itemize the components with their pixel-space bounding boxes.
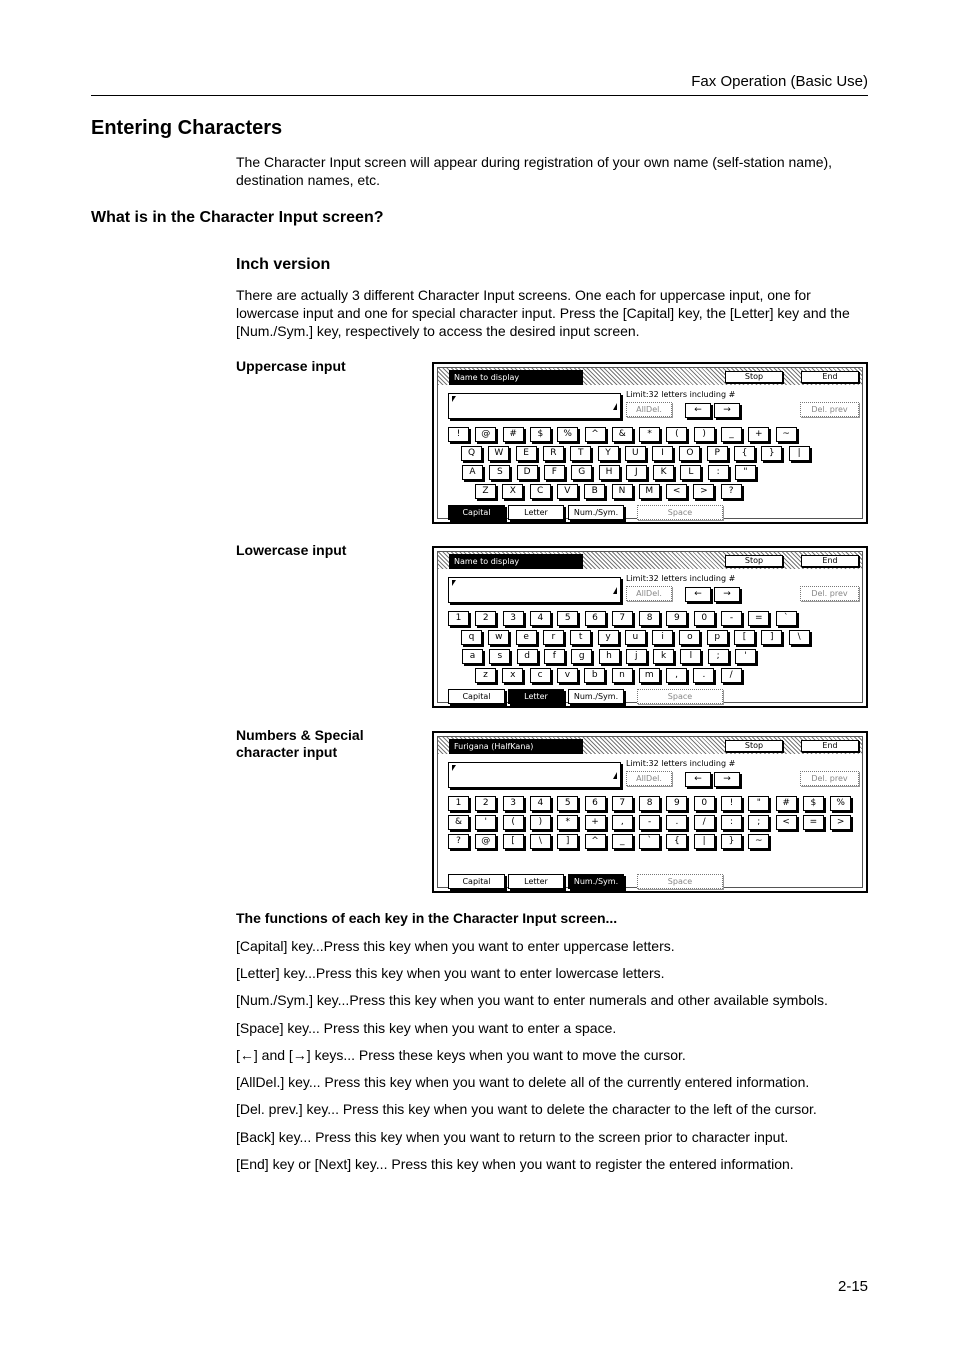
char-key[interactable]: 1 (448, 796, 469, 811)
stop-button[interactable]: Stop (725, 740, 783, 752)
end-button[interactable]: End (801, 555, 859, 567)
space-button[interactable]: Space (637, 689, 723, 704)
char-key[interactable]: G (571, 465, 592, 480)
char-key[interactable]: 1 (448, 611, 469, 626)
cursor-marker-icon (452, 765, 456, 771)
numbers-input-screen (432, 731, 868, 893)
char-key[interactable]: ( (666, 427, 687, 442)
panel-label-uppercase: Uppercase input (236, 358, 346, 374)
char-key[interactable]: ` (639, 834, 660, 849)
char-key[interactable]: 3 (503, 611, 524, 626)
del-prev-button[interactable]: Del. prev (800, 586, 859, 601)
char-key[interactable]: H (599, 465, 620, 480)
limit-text: Limit:32 letters including # (626, 390, 736, 399)
char-key[interactable]: + (585, 815, 606, 830)
char-key[interactable]: n (612, 668, 633, 683)
function-letter: [Letter] key...Press this key when you want to enter lowercase letters. (236, 965, 665, 981)
char-key[interactable]: 4 (530, 611, 551, 626)
char-key[interactable]: 8 (639, 796, 660, 811)
char-key[interactable]: , (612, 815, 633, 830)
char-key[interactable]: ~ (748, 834, 769, 849)
char-key[interactable]: R (543, 446, 564, 461)
numsym-mode-button[interactable]: Num./Sym. (568, 689, 624, 704)
char-key[interactable]: Y (598, 446, 619, 461)
char-key[interactable]: y (598, 630, 619, 645)
char-key[interactable]: P (707, 446, 728, 461)
header-rule (91, 95, 868, 96)
char-key[interactable]: ! (721, 796, 742, 811)
char-key[interactable]: Q (461, 446, 482, 461)
char-key[interactable]: W (488, 446, 509, 461)
char-key[interactable]: 2 (475, 796, 496, 811)
char-key[interactable]: [ (734, 630, 755, 645)
char-key[interactable]: % (557, 427, 578, 442)
right-arrow-button[interactable]: → (714, 772, 740, 787)
char-key[interactable]: Z (475, 484, 496, 499)
char-key[interactable]: ) (530, 815, 551, 830)
char-key[interactable]: + (748, 427, 769, 442)
page-number: 2-15 (838, 1278, 869, 1295)
char-key[interactable]: x (502, 668, 523, 683)
cursor-marker-icon (613, 587, 617, 594)
char-key[interactable]: # (503, 427, 524, 442)
char-key[interactable]: h (599, 649, 620, 664)
intro-paragraph: The Character Input screen will appear during registration of your own name (self-station name), destination names, etc. (236, 154, 833, 188)
char-key[interactable]: K (653, 465, 674, 480)
char-key[interactable]: X (502, 484, 523, 499)
char-key[interactable]: a (462, 649, 483, 664)
char-key[interactable]: A (462, 465, 483, 480)
char-key[interactable]: | (694, 834, 715, 849)
char-key[interactable]: ( (503, 815, 524, 830)
function-numsym: [Num./Sym.] key...Press this key when you want to enter numerals and other available symbols. (236, 992, 828, 1008)
char-key[interactable]: - (721, 611, 742, 626)
char-key[interactable]: s (489, 649, 510, 664)
screen-inner (437, 367, 863, 519)
char-key[interactable]: 8 (639, 611, 660, 626)
char-key[interactable]: < (776, 815, 797, 830)
char-key[interactable]: J (626, 465, 647, 480)
char-key[interactable]: > (693, 484, 714, 499)
capital-mode-button[interactable]: Capital (448, 874, 505, 889)
char-key[interactable]: " (735, 465, 756, 480)
char-key[interactable]: 0 (694, 796, 715, 811)
char-key[interactable]: F (544, 465, 565, 480)
screen-titlebar (438, 737, 862, 754)
char-key[interactable]: _ (721, 427, 742, 442)
alldel-button[interactable]: AllDel. (626, 771, 672, 786)
char-key[interactable]: r (543, 630, 564, 645)
numsym-mode-button[interactable]: Num./Sym. (568, 874, 624, 889)
functions-heading: The functions of each key in the Character Input screen... (236, 910, 618, 926)
inch-paragraph: There are actually 3 different Character Input screens. One each for uppercase input, one for lowercase input and one for special character input. Press the [Capital] key, the [Letter] key and the [Num./Sym.] key, respectively to access the desired input screen. (236, 287, 850, 339)
char-key[interactable]: L (680, 465, 701, 480)
char-key[interactable]: ' (735, 649, 756, 664)
char-key[interactable]: 6 (585, 796, 606, 811)
char-key[interactable]: p (707, 630, 728, 645)
section-heading: What is in the Character Input screen? (91, 209, 384, 226)
del-prev-button[interactable]: Del. prev (800, 771, 859, 786)
char-key[interactable]: e (516, 630, 537, 645)
stop-button[interactable]: Stop (725, 555, 783, 567)
header-title: Fax Operation (Basic Use) (691, 73, 868, 90)
char-key[interactable]: C (530, 484, 551, 499)
char-key[interactable]: } (761, 446, 782, 461)
char-key[interactable]: > (830, 815, 851, 830)
left-arrow-button[interactable]: ← (685, 772, 711, 787)
char-key[interactable]: = (803, 815, 824, 830)
char-key[interactable]: } (721, 834, 742, 849)
char-key[interactable]: b (584, 668, 605, 683)
screen-inner (437, 551, 863, 703)
char-key[interactable]: : (721, 815, 742, 830)
char-key[interactable]: j (626, 649, 647, 664)
char-key[interactable]: ] (557, 834, 578, 849)
char-key[interactable]: T (570, 446, 591, 461)
cursor-marker-icon (452, 580, 456, 586)
char-key[interactable]: ? (448, 834, 469, 849)
char-key[interactable]: * (639, 427, 660, 442)
char-key[interactable]: $ (530, 427, 551, 442)
stop-button[interactable]: Stop (725, 371, 783, 383)
char-key[interactable]: i (652, 630, 673, 645)
text-input-field[interactable] (448, 393, 621, 419)
space-button[interactable]: Space (637, 874, 723, 889)
char-key[interactable]: f (544, 649, 565, 664)
text-input-field[interactable] (448, 762, 621, 788)
char-key[interactable]: / (694, 815, 715, 830)
char-key[interactable]: ^ (585, 427, 606, 442)
char-key[interactable]: " (748, 796, 769, 811)
char-key[interactable]: ' (475, 815, 496, 830)
char-key[interactable]: t (570, 630, 591, 645)
char-key[interactable]: < (666, 484, 687, 499)
char-key[interactable]: U (625, 446, 646, 461)
char-key[interactable]: | (789, 446, 810, 461)
char-key[interactable]: % (830, 796, 851, 811)
char-key[interactable]: d (517, 649, 538, 664)
char-key[interactable]: 0 (694, 611, 715, 626)
char-key[interactable]: ! (448, 427, 469, 442)
right-arrow-button[interactable]: → (714, 403, 740, 418)
char-key[interactable]: ` (776, 611, 797, 626)
capital-mode-button[interactable]: Capital (448, 505, 505, 520)
char-key[interactable]: 5 (557, 611, 578, 626)
char-key[interactable]: k (653, 649, 674, 664)
lowercase-input-screen (432, 546, 868, 708)
char-key[interactable]: _ (612, 834, 633, 849)
char-key[interactable]: S (489, 465, 510, 480)
char-key[interactable]: . (666, 815, 687, 830)
char-key[interactable]: 7 (612, 611, 633, 626)
function-capital: [Capital] key...Press this key when you want to enter uppercase letters. (236, 938, 675, 954)
letter-mode-button[interactable]: Letter (508, 505, 564, 520)
char-key[interactable]: # (776, 796, 797, 811)
char-key[interactable]: ] (761, 630, 782, 645)
char-key[interactable]: ; (708, 649, 729, 664)
char-key[interactable]: l (680, 649, 701, 664)
char-key[interactable]: ) (694, 427, 715, 442)
char-key[interactable]: @ (475, 427, 496, 442)
char-key[interactable]: v (557, 668, 578, 683)
char-key[interactable]: o (679, 630, 700, 645)
alldel-button[interactable]: AllDel. (626, 586, 672, 601)
name-to-display-tab: Furigana (HalfKana) (449, 739, 583, 754)
char-key[interactable]: u (625, 630, 646, 645)
sub-heading: Inch version (236, 256, 331, 273)
char-key[interactable]: g (571, 649, 592, 664)
char-key[interactable]: ^ (585, 834, 606, 849)
right-arrow-button[interactable]: → (714, 587, 740, 602)
char-key[interactable]: D (517, 465, 538, 480)
char-key[interactable]: 4 (530, 796, 551, 811)
numsym-mode-button[interactable]: Num./Sym. (568, 505, 624, 520)
limit-text: Limit:32 letters including # (626, 574, 736, 583)
char-key[interactable]: & (448, 815, 469, 830)
char-key[interactable]: V (557, 484, 578, 499)
screen-inner (437, 736, 863, 888)
char-key[interactable]: , (666, 668, 687, 683)
uppercase-input-screen (432, 362, 868, 524)
screen-titlebar (438, 552, 862, 569)
char-key[interactable]: $ (803, 796, 824, 811)
cursor-marker-icon (613, 403, 617, 410)
char-key[interactable]: \ (530, 834, 551, 849)
text-input-field[interactable] (448, 577, 621, 603)
function-back: [Back] key... Press this key when you want to return to the screen prior to character input. (236, 1129, 789, 1145)
char-key[interactable]: & (612, 427, 633, 442)
end-button[interactable]: End (801, 371, 859, 383)
name-to-display-tab: Name to display (449, 554, 583, 569)
char-key[interactable]: - (639, 815, 660, 830)
alldel-button[interactable]: AllDel. (626, 402, 672, 417)
left-arrow-button[interactable]: ← (685, 587, 711, 602)
char-key[interactable]: 7 (612, 796, 633, 811)
char-key[interactable]: { (666, 834, 687, 849)
function-delprev: [Del. prev.] key... Press this key when you want to delete the character to the left of the cursor. (236, 1101, 817, 1117)
left-arrow-button[interactable]: ← (685, 403, 711, 418)
cursor-marker-icon (452, 396, 456, 402)
char-key[interactable]: . (693, 668, 714, 683)
char-key[interactable]: [ (503, 834, 524, 849)
char-key[interactable]: / (721, 668, 742, 683)
char-key[interactable]: @ (475, 834, 496, 849)
char-key[interactable]: z (475, 668, 496, 683)
char-key[interactable]: 3 (503, 796, 524, 811)
end-button[interactable]: End (801, 740, 859, 752)
space-button[interactable]: Space (637, 505, 723, 520)
char-key[interactable]: : (708, 465, 729, 480)
char-key[interactable]: ; (748, 815, 769, 830)
page-title: Entering Characters (91, 117, 283, 139)
char-key[interactable]: m (639, 668, 660, 683)
char-key[interactable]: ? (721, 484, 742, 499)
char-key[interactable]: 9 (666, 796, 687, 811)
char-key[interactable]: M (639, 484, 660, 499)
function-arrows: [←] and [→] keys... Press these keys when you want to move the cursor. (236, 1047, 686, 1063)
char-key[interactable]: q (461, 630, 482, 645)
letter-mode-button[interactable]: Letter (508, 874, 564, 889)
del-prev-button[interactable]: Del. prev (800, 402, 859, 417)
char-key[interactable]: 5 (557, 796, 578, 811)
char-key[interactable]: c (530, 668, 551, 683)
char-key[interactable]: * (557, 815, 578, 830)
char-key[interactable]: E (516, 446, 537, 461)
function-space: [Space] key... Press this key when you want to enter a space. (236, 1020, 617, 1036)
panel-label-lowercase: Lowercase input (236, 542, 347, 558)
char-key[interactable]: 2 (475, 611, 496, 626)
char-key[interactable]: 9 (666, 611, 687, 626)
char-key[interactable]: w (488, 630, 509, 645)
name-to-display-tab: Name to display (449, 370, 583, 385)
char-key[interactable]: 6 (585, 611, 606, 626)
capital-mode-button[interactable]: Capital (448, 689, 505, 704)
char-key[interactable]: \ (789, 630, 810, 645)
function-alldel: [AllDel.] key... Press this key when you want to delete all of the currently entered information. (236, 1074, 810, 1090)
char-key[interactable]: B (584, 484, 605, 499)
char-key[interactable]: N (612, 484, 633, 499)
cursor-marker-icon (613, 772, 617, 779)
screen-titlebar (438, 368, 862, 385)
panel-label-numbers: Numbers & Special character input (236, 727, 364, 760)
char-key[interactable]: ~ (776, 427, 797, 442)
char-key[interactable]: { (734, 446, 755, 461)
char-key[interactable]: I (652, 446, 673, 461)
limit-text: Limit:32 letters including # (626, 759, 736, 768)
function-end: [End] key or [Next] key... Press this key when you want to register the entered information. (236, 1156, 794, 1172)
char-key[interactable]: O (679, 446, 700, 461)
letter-mode-button[interactable]: Letter (508, 689, 564, 704)
char-key[interactable]: = (748, 611, 769, 626)
